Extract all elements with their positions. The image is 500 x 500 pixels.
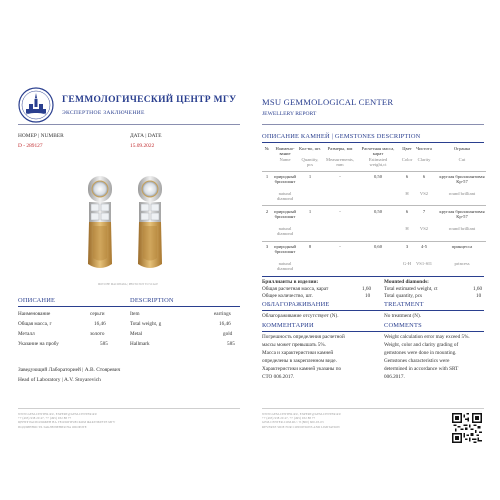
- comment-line-en: Weight, color and clarity grading of: [384, 342, 459, 348]
- mounted-title-ru: Бриллианты в изделии:: [262, 279, 319, 285]
- comments-title-ru: КОММЕНТАРИИ: [262, 322, 314, 329]
- desc-value-en: gold: [223, 331, 233, 337]
- desc-value-ru: золото: [90, 331, 105, 337]
- mounted-qty-label-ru: Общее количество, шт.: [262, 293, 313, 299]
- row-clarity-ru: 6: [422, 174, 426, 179]
- row-qty: 1: [308, 209, 312, 214]
- row-clarity-en: VS1-SI1: [415, 261, 433, 266]
- mounted-weight-label-ru: Общая расчетная масса, карат: [262, 286, 329, 292]
- row-name-ru: природный бриллиант: [273, 209, 296, 220]
- mounted-qty-label-en: Total quantity, pcs: [384, 293, 423, 299]
- comment-line-ru: Характеристики камней указаны по: [262, 366, 342, 372]
- comment-line-en: determined in accordance with SRT: [384, 366, 459, 372]
- desc-label-ru: Указание на пробу: [18, 341, 59, 347]
- msu-logo-icon: [18, 87, 54, 123]
- gemstones-divider: [262, 142, 484, 143]
- treatment-title-ru: ОБЛАГОРАЖИВАНИЕ: [262, 301, 330, 308]
- col-clarity-header-ru: Чистота: [416, 146, 432, 151]
- col-cut-header-ru: Огранка: [453, 146, 471, 151]
- footer-divider: [262, 408, 484, 409]
- footer-info-ru: [18, 412, 115, 429]
- desc-label-en: Hallmark: [130, 341, 150, 347]
- row-weight: 0,50: [373, 174, 383, 179]
- description-title-en: DESCRIPTION: [130, 297, 174, 304]
- row-size: -: [339, 174, 341, 179]
- row-color-en: H: [405, 226, 409, 231]
- desc-label-en: Metal: [130, 331, 143, 337]
- desc-value-ru: 585: [100, 341, 108, 347]
- header-divider: [262, 124, 484, 125]
- comments-title-en: COMMENTS: [384, 322, 422, 329]
- footer-line: GEM-CENTER.COM.RU / 8 (800) 600-03-03: [262, 420, 324, 425]
- row-cut-en: round brilliant: [448, 226, 476, 231]
- comment-line-en: Weight calculation error may exceed 5%.: [384, 334, 470, 340]
- header-divider: [18, 124, 240, 125]
- summary-divider: [262, 276, 484, 277]
- footer-line: WWW.GEM-CENTER.RU, EXPERT@GEM-CENTER.RU: [262, 412, 342, 416]
- comment-line-ru: Масса и характеристики камней: [262, 350, 334, 356]
- row-size: -: [339, 244, 341, 249]
- number-value: D - 289127: [18, 143, 43, 149]
- col-qty-header-ru: Кол-во, шт.: [299, 146, 321, 151]
- footer-line: WWW.GEM-CENTER.RU, EXPERT@GEM-CENTER.RU: [18, 412, 98, 416]
- treatment-title-en: TREATMENT: [384, 301, 424, 308]
- col-name-header-en: Name: [279, 157, 291, 162]
- row-name-en: natural diamond: [276, 191, 294, 202]
- comment-line-ru: СТО 006.2017.: [262, 374, 295, 380]
- footer-line: +7 (495) 938 20 47, +7 (495) 932 88 77: [18, 416, 72, 421]
- desc-value-en: 585: [227, 341, 235, 347]
- row-color-ru: 3: [405, 244, 409, 249]
- footer-divider: [18, 408, 240, 409]
- col-qty-header-en: Quantity, pcs: [301, 157, 319, 168]
- table-divider: [262, 241, 486, 242]
- description-title-ru: ОПИСАНИЕ: [18, 297, 56, 304]
- earrings-photo: [66, 168, 184, 276]
- comment-line-en: 006.2017.: [384, 374, 405, 380]
- row-weight: 0,60: [373, 244, 383, 249]
- row-name-ru: природный бриллиант: [273, 174, 296, 185]
- signature-en: Head of Laboratory | A.V. Stoyarevich: [18, 377, 101, 383]
- row-qty: 1: [308, 174, 312, 179]
- footer-line: REVERSE SIDE FOR CONDITIONS AND LIMITATION: [262, 424, 340, 429]
- table-divider: [262, 205, 486, 206]
- treatment-text-ru: Облагораживание отсутствует (N).: [262, 313, 339, 319]
- row-num: 3: [265, 244, 269, 249]
- row-size: -: [339, 209, 341, 214]
- row-qty: 8: [308, 244, 312, 249]
- row-weight: 0,50: [373, 209, 383, 214]
- photo-caption: ФОТО НЕ МАСШТАБА | PHOTO NOT TO SCALE: [97, 283, 159, 286]
- footer-info-en: [262, 412, 341, 429]
- comment-line-en: Gemstones characteristics were: [384, 358, 450, 364]
- desc-value-ru: 16,46: [94, 321, 106, 327]
- col-color-header-en: Color: [401, 157, 413, 162]
- col-size-header-ru: Размеры, мм: [327, 146, 353, 151]
- row-color-ru: 6: [405, 174, 409, 179]
- description-divider: [18, 306, 240, 307]
- row-cut-ru: круглая бриллиантовая Кр-57: [439, 209, 485, 220]
- col-color-header-ru: Цвет: [402, 146, 412, 151]
- col-num-header: №: [264, 146, 270, 151]
- row-cut-en: princess: [454, 261, 470, 266]
- signature-ru: Заведующий Лабораторией | А.В. Стояревич: [18, 367, 121, 373]
- row-name-en: natural diamond: [276, 226, 294, 237]
- row-clarity-ru: 7: [422, 209, 426, 214]
- row-cut-en: round brilliant: [448, 191, 476, 196]
- row-cut-ru: круглая бриллиантовая Кр-57: [439, 174, 485, 185]
- comment-line-en: gemstones were done in mounting.: [384, 350, 457, 356]
- qr-code-icon: [452, 413, 482, 443]
- row-name-ru: природный бриллиант: [273, 244, 296, 255]
- mounted-qty-value-en: 10: [476, 293, 482, 299]
- comments-divider: [262, 331, 484, 332]
- desc-value-en: 16,46: [219, 321, 231, 327]
- number-label: НОМЕР | NUMBER: [18, 133, 64, 139]
- comment-line-ru: массы может превышать 5%.: [262, 342, 326, 348]
- report-type-en: JEWELLERY REPORT: [262, 111, 317, 117]
- footer-line: ПОДЛИННОСТЬ ЗАКЛЮЧЕНИЯ НА ОБОРОТЕ: [18, 424, 87, 429]
- footer-line: ЦЕНТР РАСПОЛОЖЕН НА ГЕОЛОГИЧЕСКОМ ФАКУЛЬТЕТЕ МГУ: [18, 420, 116, 425]
- desc-label-en: Total weight, g: [130, 321, 162, 327]
- row-clarity-en: VS2: [419, 226, 429, 231]
- row-color-ru: 6: [405, 209, 409, 214]
- desc-value-ru: серьги: [90, 311, 105, 317]
- row-cut-ru: принцесса: [451, 244, 473, 249]
- row-num: 1: [265, 174, 269, 179]
- treatment-text-en: No treatment (N).: [384, 313, 422, 319]
- desc-label-en: Item: [130, 311, 140, 317]
- row-num: 2: [265, 209, 269, 214]
- org-title-en: MSU GEMMOLOGICAL CENTER: [262, 97, 394, 107]
- gemstones-title: ОПИСАНИЕ КАМНЕЙ | GEMSTONES DESCRIPTION: [262, 133, 421, 140]
- mounted-qty-value-ru: 10: [365, 293, 371, 299]
- col-cut-header-en: Cut: [458, 157, 466, 162]
- mounted-title-en: Mounted diamonds:: [384, 279, 429, 285]
- date-label: ДАТА | DATE: [130, 133, 162, 139]
- desc-value-en: earrings: [214, 311, 231, 317]
- col-weight-header-en: Estimated weight,ct: [368, 157, 388, 168]
- desc-label-ru: Наименование: [18, 311, 51, 317]
- mounted-weight-value-ru: 1,60: [362, 286, 372, 292]
- mounted-weight-label-en: Total estimated weight, ct: [384, 286, 438, 292]
- row-clarity-ru: 4-5: [420, 244, 428, 249]
- row-color-en: G-H: [402, 261, 412, 266]
- desc-label-ru: Металл: [18, 331, 35, 337]
- row-clarity-en: VS2: [419, 191, 429, 196]
- footer-line: +7 (495) 938 20 47, +7 (495) 932 88 77: [262, 416, 316, 421]
- col-name-header-ru: Наимено-вание: [275, 146, 295, 157]
- col-clarity-header-en: Clarity: [417, 157, 431, 162]
- report-type-ru: ЭКСПЕРТНОЕ ЗАКЛЮЧЕНИЕ: [62, 110, 145, 116]
- row-color-en: H: [405, 191, 409, 196]
- treatment-divider: [262, 310, 484, 311]
- desc-label-ru: Общая масса, г: [18, 321, 52, 327]
- org-title-ru: ГЕММОЛОГИЧЕСКИЙ ЦЕНТР МГУ: [62, 95, 237, 105]
- comment-line-ru: Погрешность определения расчетной: [262, 334, 345, 340]
- row-name-en: natural diamond: [276, 261, 294, 272]
- table-divider: [262, 171, 486, 172]
- date-value: 15.09.2022: [130, 143, 155, 149]
- comment-line-ru: определены в закрепленном виде.: [262, 358, 337, 364]
- col-weight-header-ru: Расчетная масса, карат: [361, 146, 395, 157]
- mounted-weight-value-en: 1,60: [473, 286, 483, 292]
- col-size-header-en: Measurements, mm: [326, 157, 354, 168]
